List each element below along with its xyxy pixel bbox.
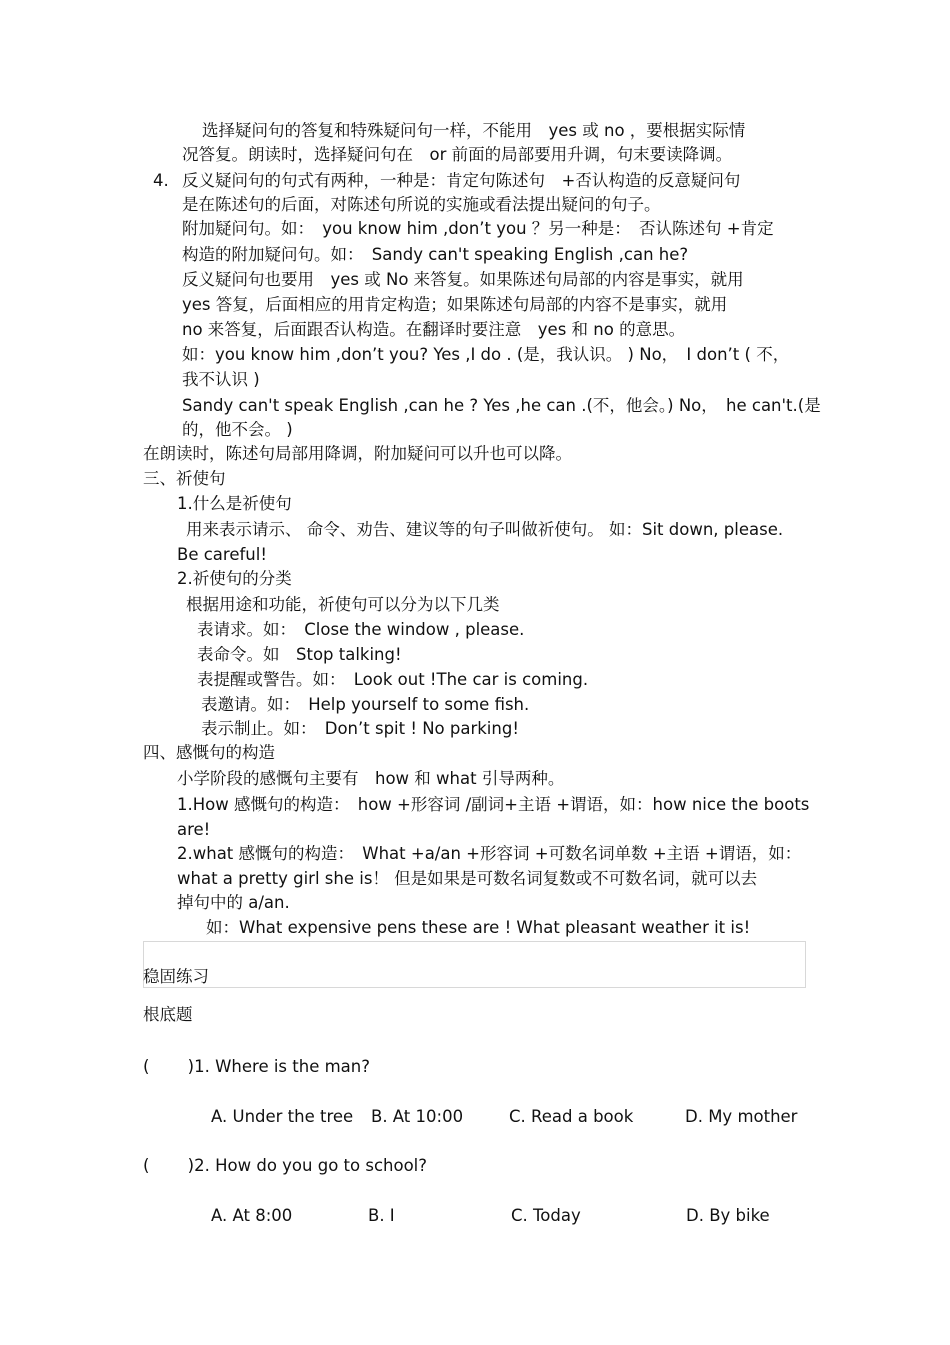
text-line: Sandy can't speak English ,can he ? Yes ,he can .(不，他会。) No， he can't.(是 (182, 396, 821, 415)
section-heading: 四、感慨句的构造 (143, 743, 275, 762)
question-2: ( )2. How do you go to school? (143, 1156, 428, 1175)
question-1-option-c: C. Read a book (509, 1107, 634, 1126)
text-line: 选择疑问句的答复和特殊疑问句一样，不能用 yes 或 no ，要根据实际情 (202, 121, 746, 140)
text-line: 附加疑问句。如： you know him ,don’t you ？另一种是： 否认陈述句 +肯定 (182, 219, 774, 238)
text-line: what a pretty girl she is！ 但是如果是可数名词复数或不可数名词，就可以去 (177, 869, 758, 888)
question-1-option-d: D. My mother (685, 1107, 798, 1126)
section-box (143, 941, 806, 988)
text-line: 表邀请。如： Help yourself to some fish. (201, 695, 530, 714)
question-1: ( )1. Where is the man? (143, 1057, 370, 1076)
text-line: 小学阶段的感慨句主要有 how 和 what 引导两种。 (177, 769, 565, 788)
text-line: are! (177, 820, 211, 839)
question-2-option-d: D. By bike (686, 1206, 770, 1225)
text-line: 如：What expensive pens these are ! What pleasant weather it is! (206, 918, 751, 937)
subheading: 2.祈使句的分类 (177, 569, 292, 588)
question-2-option-a: A. At 8:00 (211, 1206, 293, 1225)
text-line: 表示制止。如： Don’t spit ! No parking! (201, 719, 519, 738)
text-line: 在朗读时，陈述句局部用降调，附加疑问可以升也可以降。 (143, 444, 572, 463)
section-title: 稳固练习 (143, 967, 209, 986)
subsection-title: 根底题 (143, 1005, 193, 1024)
text-line: no 来答复，后面跟否认构造。在翻译时要注意 yes 和 no 的意思。 (182, 320, 686, 339)
section-heading: 三、祈使句 (143, 469, 226, 488)
text-line: 掉句中的 a/an. (177, 893, 290, 912)
text-line: yes 答复，后面相应的用肯定构造；如果陈述句局部的内容不是事实，就用 (182, 295, 728, 314)
subheading: 1.什么是祈使句 (177, 494, 292, 513)
list-number: 4. (153, 171, 169, 190)
text-line: 1.How 感慨句的构造： how +形容词 /副词+主语 +谓语，如：how nice the boots (177, 795, 810, 814)
text-line: 如：you know him ,don’t you? Yes ,I do . (是，我认识。 ) No， I don’t ( 不， (182, 345, 790, 364)
text-line: 反义疑问句的句式有两种，一种是：肯定句陈述句 +否认构造的反意疑问句 (182, 171, 741, 190)
text-line: 是在陈述句的后面，对陈述句所说的实施或看法提出疑问的句子。 (182, 195, 661, 214)
question-1-option-a: A. Under the tree (211, 1107, 354, 1126)
text-line: 表命令。如 Stop talking! (197, 645, 402, 664)
text-line: 我不认识 ) (182, 370, 260, 389)
text-line: 用来表示请示、 命令、劝告、建议等的句子叫做祈使句。 如：Sit down, please. (186, 520, 784, 539)
question-2-option-b: B. I (368, 1206, 395, 1225)
question-2-option-c: C. Today (511, 1206, 581, 1225)
text-line: 况答复。朗读时，选择疑问句在 or 前面的局部要用升调，句末要读降调。 (182, 145, 733, 164)
text-line: 反义疑问句也要用 yes 或 No 来答复。如果陈述句局部的内容是事实，就用 (182, 270, 744, 289)
text-line: 2.what 感慨句的构造： What +a/an +形容词 +可数名词单数 +主语 +谓语，如： (177, 844, 802, 863)
text-line: 的，他不会。 ) (182, 420, 293, 439)
text-line: 构造的附加疑问句。如： Sandy can't speaking English ,can he? (182, 245, 689, 264)
text-line: 表请求。如： Close the window , please. (197, 620, 525, 639)
text-line: 根据用途和功能，祈使句可以分为以下几类 (186, 595, 500, 614)
question-1-option-b: B. At 10:00 (371, 1107, 464, 1126)
text-line: 表提醒或警告。如： Look out !The car is coming. (197, 670, 589, 689)
text-line: Be careful! (177, 545, 267, 564)
